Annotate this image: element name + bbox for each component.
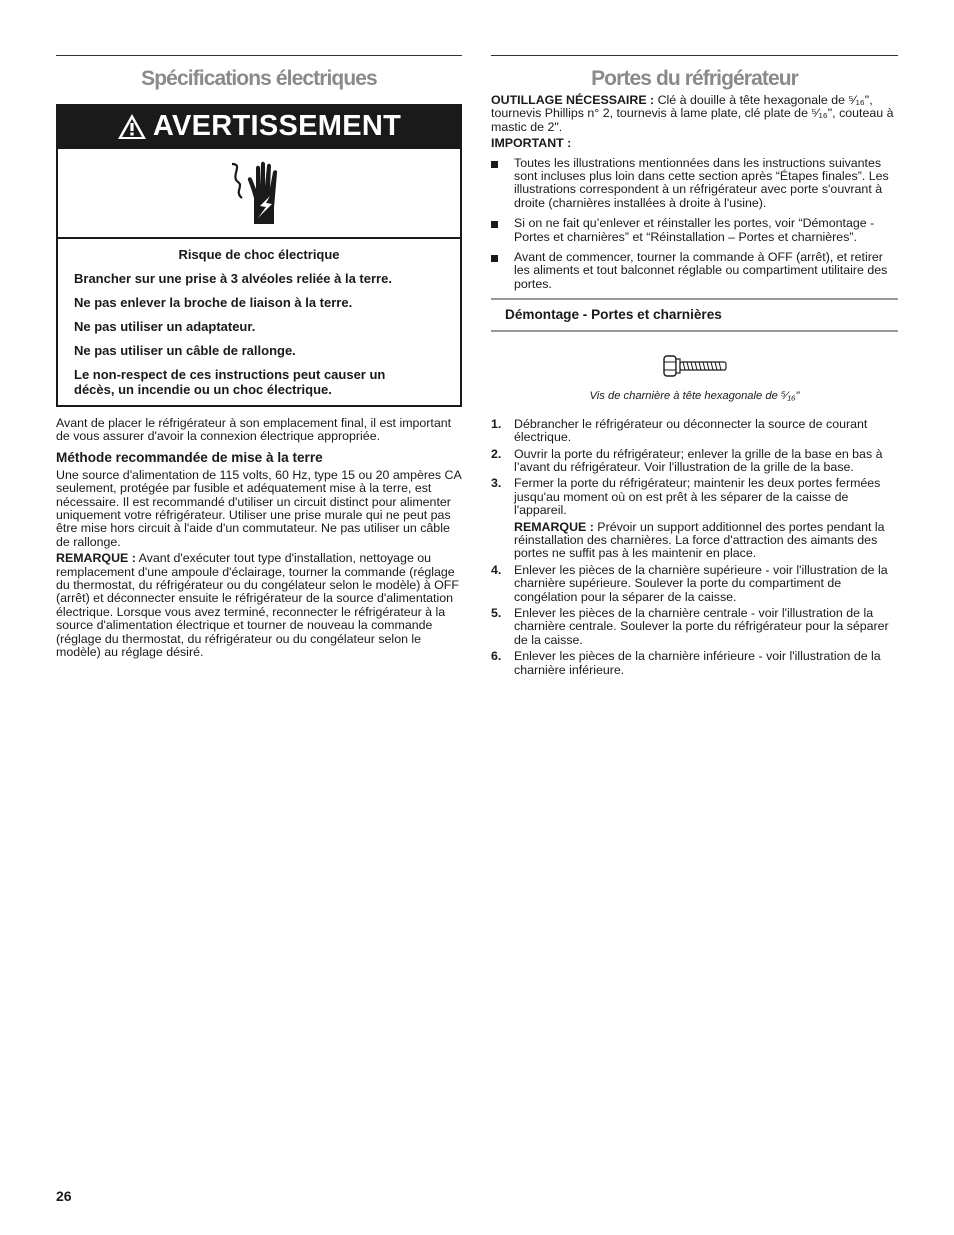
list-item-text: Si on ne fait qu’enlever et réinstaller les portes, voir “Démontage - Portes et charnières” et “Réinstallation – Portes et charnières”. [514, 216, 875, 244]
square-bullet-icon [491, 161, 498, 168]
step-note [514, 521, 898, 561]
top-rule [491, 55, 898, 56]
step-number: 4. [491, 562, 502, 577]
step-text: Enlever les pièces de la charnière inférieure - voir l'illustration de la charnière inférieure. [514, 649, 881, 677]
screw-figure [491, 354, 898, 378]
square-bullet-icon [491, 221, 498, 228]
step-item [491, 477, 898, 560]
step-text: Débrancher le réfrigérateur ou déconnecter la source de courant électrique. [514, 416, 868, 445]
note-text: Avant d'exécuter tout type d'installation, nettoyage ou remplacement d'une ampoule d'éclairage, tourner la commande (réglage du thermostat, du réfrigérateur ou du congélateur selon le modèle) à OFF (arrêt) et déconnecter ensuite le réfrigérateur de la source d'alimentation électrique. Lorsque vous avez terminé, reconnecter le réfrigérateur à la source d'alimentation électrique et tourner de nouveau la commande (réglage du thermostat, du réfrigérateur ou du congélateur selon le modèle) au réglage désiré. [56, 551, 459, 660]
list-item-text: Toutes les illustrations mentionnées dans les instructions suivantes sont incluses plus loin dans cette section après “Étapes finales”. Les illustrations correspondent à un réfrigérateur avec porte s'ouvrant à droite (charnières installées à droite à l'usine). [514, 155, 889, 210]
step-text: Enlever les pièces de la charnière centrale - voir l'illustration de la charnière centrale. Soulever la porte du réfrigérateur pour la séparer de la caisse. [514, 605, 889, 647]
warning-consequence: Le non-respect de ces instructions peut causer un décès, un incendie ou un choc électrique. [74, 367, 386, 397]
step-note-label: REMARQUE : [514, 519, 594, 534]
warning-line: Brancher sur une prise à 3 alvéoles reliée à la terre. [74, 271, 392, 286]
top-rule [56, 55, 462, 56]
step-item [491, 650, 898, 677]
warning-header [58, 106, 460, 147]
square-bullet-icon [491, 255, 498, 262]
section-title-electrical: Spécifications électriques [141, 67, 377, 90]
page-number: 26 [56, 1188, 72, 1204]
step-number: 3. [491, 476, 502, 491]
step-item [491, 607, 898, 647]
subsection-heading: Démontage - Portes et charnières [491, 298, 898, 332]
step-item [491, 564, 898, 604]
hex-head-screw-icon [661, 354, 729, 378]
step-note-text: Prévoir un support additionnel des portes pendant la réinstallation des charnières. La force d'attraction des aimants des portes ne suffit pas à les maintenir en place. [514, 519, 885, 561]
left-column [56, 55, 462, 660]
grounding-method-heading: Méthode recommandée de mise à la terre [56, 449, 323, 465]
warning-title: AVERTISSEMENT [152, 109, 402, 142]
step-item [491, 418, 898, 445]
important-list [491, 157, 898, 292]
step-number: 1. [491, 416, 502, 431]
list-item [491, 217, 898, 244]
step-text: Ouvrir la porte du réfrigérateur; enlever la grille de la base en bas à l’avant du réfrigérateur. Voir l'illustration de la grille de la base. [514, 446, 883, 474]
right-column [491, 55, 898, 680]
step-text: Fermer la porte du réfrigérateur; maintenir les deux portes fermées jusqu'au moment où on est prêt à les séparer de la caisse de l'appareil. [514, 476, 881, 518]
warning-line: Ne pas utiliser un adaptateur. [74, 319, 256, 334]
warning-line: Ne pas utiliser un câble de rallonge. [74, 343, 296, 358]
intro-paragraph: Avant de placer le réfrigérateur à son emplacement final, il est important de vous assurer d'avoir la connexion électrique appropriée. [56, 416, 452, 444]
warning-line: Ne pas enlever la broche de liaison à la terre. [74, 295, 353, 310]
step-text: Enlever les pièces de la charnière supérieure - voir l'illustration de la charnière supérieure. Soulever la porte du compartiment de congélation pour la séparer de la caisse. [514, 562, 888, 604]
tools-label: OUTILLAGE NÉCESSAIRE : [491, 93, 655, 107]
list-item [491, 251, 898, 291]
step-number: 2. [491, 446, 502, 461]
important-label: IMPORTANT : [491, 136, 572, 151]
grounding-method-text: Une source d'alimentation de 115 volts, 60 Hz, type 15 ou 20 ampères CA seulement, protégée par fusible et adéquatement mise à la terre, est nécessaire. Il est recommandé d'utiliser un circuit distinct pour alimenter uniquement votre réfrigérateur. Utiliser une prise murale qui ne peut pas être mise hors circuit à l'aide d'un commutateur. Ne pas utiliser un câble de rallonge. [56, 467, 462, 549]
warning-box [56, 104, 462, 407]
shock-icon-panel [58, 147, 460, 239]
electrical-note [56, 552, 462, 659]
tools-paragraph [491, 94, 898, 134]
screw-caption: Vis de charnière à tête hexagonale de ⁵⁄₁₆" [589, 390, 800, 403]
section-title-doors: Portes du réfrigérateur [591, 67, 798, 90]
warning-body [58, 239, 460, 405]
removal-steps [491, 418, 898, 677]
warning-line: Risque de choc électrique [178, 247, 340, 262]
step-number: 6. [491, 649, 502, 664]
electric-shock-hand-icon [224, 158, 294, 228]
warning-triangle-icon [117, 113, 147, 140]
note-label: REMARQUE : [56, 551, 136, 566]
tools-text: Clé à douille à tête hexagonale de ⁵⁄₁₆", tournevis Phillips n° 2, tournevis à lame plate, clé plate de ⁵⁄₁₆", couteau à mastic de 2". [491, 93, 894, 134]
list-item-text: Avant de commencer, tourner la commande à OFF (arrêt), et retirer les aliments et tout balconnet réglable ou compartiment utilitaire des portes. [514, 250, 888, 291]
step-item [491, 448, 898, 475]
list-item [491, 157, 898, 211]
step-number: 5. [491, 605, 502, 620]
